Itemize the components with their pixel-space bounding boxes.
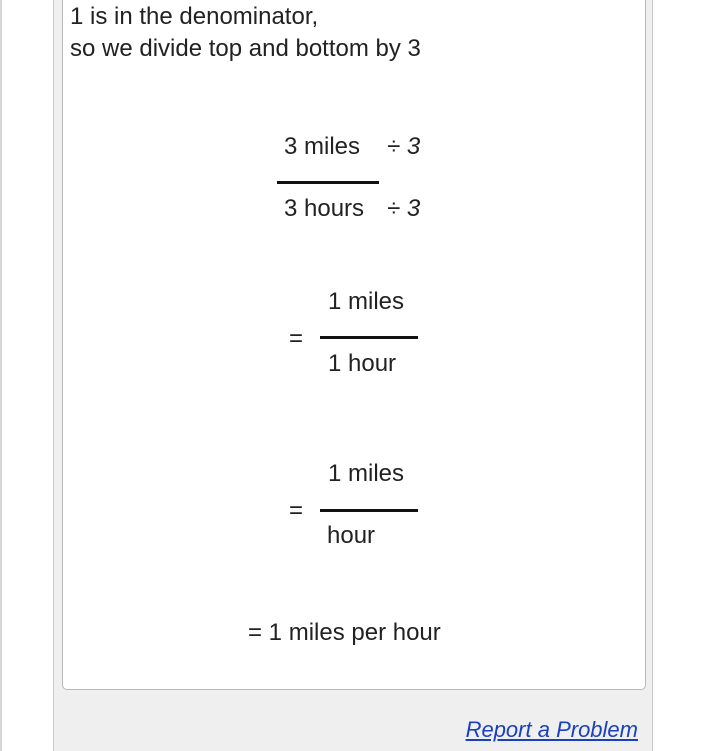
solution-card — [62, 0, 646, 690]
report-problem-link[interactable]: Report a Problem — [465, 717, 638, 742]
step1-denominator: 3 hours — [284, 195, 365, 222]
step2-fraction-bar — [320, 336, 418, 339]
step1-numerator: 3 miles — [284, 133, 361, 160]
step3-numerator: 1 miles — [328, 460, 405, 487]
step1-numerator-operation: ÷ 3 — [387, 133, 421, 160]
step2-numerator: 1 miles — [328, 288, 405, 315]
step3-fraction-bar — [320, 509, 418, 512]
explanation-line-1: 1 is in the denominator, — [70, 3, 319, 30]
explanation-line-2: so we divide top and bottom by 3 — [70, 35, 421, 62]
step3-denominator: hour — [327, 522, 376, 549]
step3-equals: = — [289, 497, 304, 524]
final-result: = 1 miles per hour — [248, 619, 441, 646]
step1-fraction-bar — [277, 181, 379, 184]
step2-equals: = — [289, 325, 304, 352]
step1-denominator-operation: ÷ 3 — [387, 195, 421, 222]
page-left-edge — [0, 0, 2, 751]
step2-denominator: 1 hour — [328, 350, 397, 377]
